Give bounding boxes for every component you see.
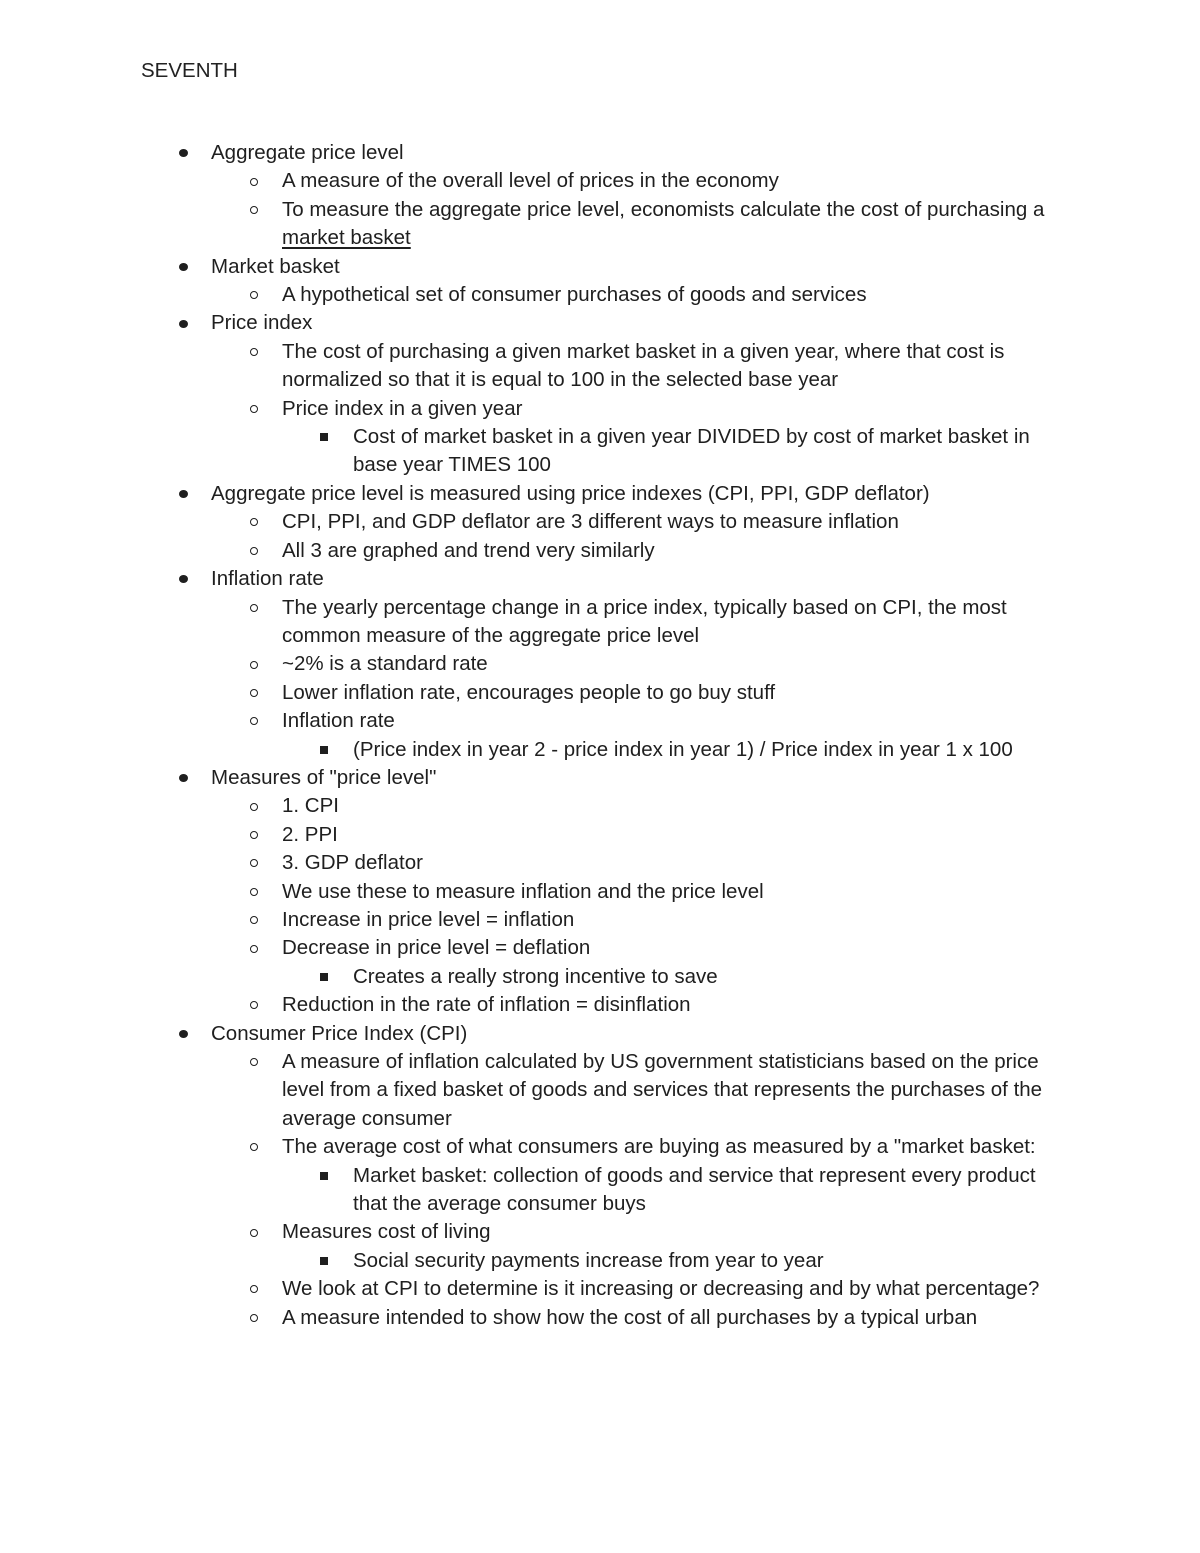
list-item [0,1275,1060,1303]
list-item [0,139,1060,167]
list-item [0,395,1060,423]
list-item-text: The average cost of what consumers are buying as measured by a "market basket: [282,1135,1036,1159]
list-item-text: A measure intended to show how the cost of all purchases by a typical urban [282,1305,978,1329]
bullet-circle-icon [247,934,261,962]
list-item [0,1048,1060,1133]
list-item [0,906,1060,934]
list-item-text: Price index [211,311,313,335]
bullet-circle-icon [247,508,261,536]
list-item-text: The yearly percentage change in a price index, typically based on CPI, the most common measure of the aggregate price level [282,595,1007,647]
list-item [0,878,1060,906]
list-item-text: Inflation rate [211,567,324,591]
list-item [0,338,1060,395]
list-item [0,167,1060,195]
list-item-text: A hypothetical set of consumer purchases of goods and services [282,283,867,307]
bullet-circle-icon [247,906,261,934]
list-item [0,1247,1060,1275]
list-item-text: Aggregate price level is measured using price indexes (CPI, PPI, GDP deflator) [211,481,930,505]
bullet-square-icon [317,1162,331,1190]
list-item [0,594,1060,651]
list-item-text: CPI, PPI, and GDP deflator are 3 different ways to measure inflation [282,510,899,534]
bullet-disc-icon [176,139,190,167]
list-item-text: We look at CPI to determine is it increasing or decreasing and by what percentage? [282,1277,1040,1301]
list-item [0,1162,1060,1219]
bullet-square-icon [317,1247,331,1275]
bullet-circle-icon [247,537,261,565]
list-item-text: Measures of "price level" [211,765,437,789]
list-item-text: 1. CPI [282,794,339,818]
bullet-circle-icon [247,821,261,849]
list-item-text: 2. PPI [282,822,338,846]
bullet-circle-icon [247,196,261,224]
list-item [0,679,1060,707]
list-item [0,508,1060,536]
list-item-text: 3. GDP deflator [282,851,423,875]
bullet-disc-icon [176,480,190,508]
bullet-circle-icon [247,707,261,735]
list-item [0,991,1060,1019]
list-item-text: (Price index in year 2 - price index in year 1) / Price index in year 1 x 100 [353,737,1013,761]
bullet-square-icon [317,963,331,991]
list-item [0,565,1060,593]
list-item [0,1218,1060,1246]
list-item [0,792,1060,820]
bullet-circle-icon [247,650,261,678]
list-item-text: Lower inflation rate, encourages people to go buy stuff [282,680,776,704]
bullet-circle-icon [247,849,261,877]
list-item [0,1304,1060,1332]
bullet-circle-icon [247,1304,261,1332]
list-item [0,650,1060,678]
list-item-text: Price index in a given year [282,396,523,420]
bullet-circle-icon [247,1218,261,1246]
list-item [0,963,1060,991]
bullet-circle-icon [247,991,261,1019]
list-item-text: Increase in price level = inflation [282,907,575,931]
list-item-text: Aggregate price level [211,141,404,164]
list-item-text: Creates a really strong incentive to save [353,964,718,988]
list-item [0,281,1060,309]
list-item [0,1020,1060,1048]
list-item-text: Decrease in price level = deflation [282,936,591,960]
list-item-text: A measure of the overall level of prices in the economy [282,169,779,193]
list-item-text: Inflation rate [282,709,395,733]
list-item [0,934,1060,962]
list-item [0,1133,1060,1161]
list-item [0,736,1060,764]
bullet-circle-icon [247,167,261,195]
list-item-text: ~2% is a standard rate [282,652,488,676]
list-item-text: Consumer Price Index (CPI) [211,1021,468,1045]
market-basket-underlined-term: market basket [282,226,411,250]
bullet-square-icon [317,423,331,451]
bullet-square-icon [317,736,331,764]
list-item [0,821,1060,849]
list-item-text: A measure of inflation calculated by US government statisticians based on the price level from a fixed basket of goods and services that represents the purchases of the average consumer [282,1050,1043,1130]
list-item [0,537,1060,565]
bullet-circle-icon [247,878,261,906]
list-item-text: Market basket [211,254,340,278]
bullet-circle-icon [247,1133,261,1161]
list-item [0,480,1060,508]
list-item-text: Reduction in the rate of inflation = disinflation [282,993,691,1017]
notes-outline [0,139,1200,1332]
bullet-circle-icon [247,792,261,820]
list-item [0,423,1060,480]
list-item-text: Market basket: collection of goods and service that represent every product that the average consumer buys [353,1163,1036,1216]
bullet-disc-icon [176,764,190,792]
document-title: SEVENTH [141,59,238,82]
bullet-disc-icon [176,565,190,593]
bullet-circle-icon [247,1048,261,1076]
list-item [0,849,1060,877]
list-item [0,764,1060,792]
list-item-text: The cost of purchasing a given market basket in a given year, where that cost is normalized so that it is equal to 100 in the selected base year [282,339,1005,392]
list-item-text: Measures cost of living [282,1220,491,1244]
bullet-circle-icon [247,338,261,366]
list-item [0,309,1060,337]
list-item [0,253,1060,281]
list-item-text: We use these to measure inflation and the price level [282,879,764,903]
bullet-circle-icon [247,1275,261,1303]
bullet-circle-icon [247,679,261,707]
list-item-text: To measure the aggregate price level, economists calculate the cost of purchasing a [282,197,1045,221]
list-item-text: All 3 are graphed and trend very similarly [282,538,655,562]
bullet-disc-icon [176,309,190,337]
bullet-circle-icon [247,594,261,622]
bullet-disc-icon [176,253,190,281]
list-item [0,707,1060,735]
bullet-disc-icon [176,1020,190,1048]
bullet-circle-icon [247,281,261,309]
bullet-circle-icon [247,395,261,423]
list-item-text: Cost of market basket in a given year DIVIDED by cost of market basket in base year TIMES 100 [353,425,1030,477]
list-item-text: Social security payments increase from year to year [353,1248,824,1272]
list-item [0,196,1060,253]
